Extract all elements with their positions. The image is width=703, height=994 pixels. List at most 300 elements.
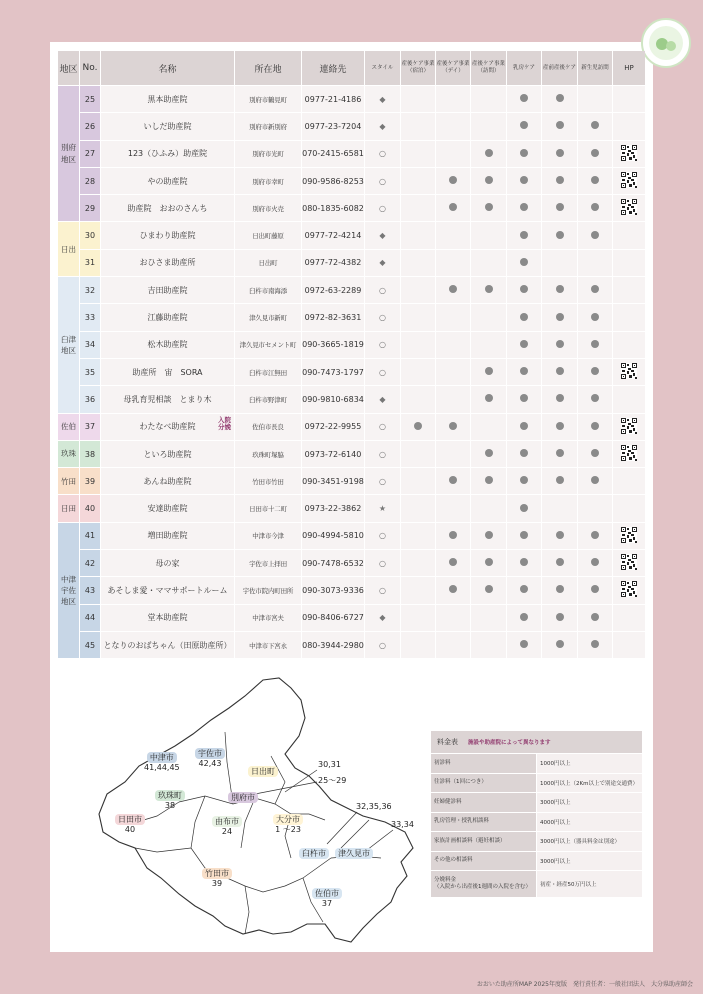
service-dot-icon (591, 422, 599, 430)
service-dot-icon (485, 203, 493, 211)
service-dot-icon (556, 640, 564, 648)
service-dot-icon (556, 613, 564, 621)
service-cell (471, 632, 506, 658)
qr-code-icon[interactable] (621, 363, 637, 379)
header-postpartum-visit: 産後ケア事業（訪問） (471, 51, 506, 85)
service-dot-icon (520, 367, 528, 375)
service-dot-icon (591, 340, 599, 348)
style-mark: ○ (365, 468, 400, 494)
service-dot-icon (556, 94, 564, 102)
service-cell (507, 195, 541, 221)
clinic-name (101, 605, 234, 631)
clinic-name (101, 550, 234, 576)
hp-cell (613, 386, 645, 412)
service-cell (542, 250, 577, 276)
service-cell (507, 632, 541, 658)
row-number: 31 (80, 250, 100, 276)
clinic-phone: 0972-22-9955 (302, 414, 364, 440)
clinic-name (101, 577, 234, 603)
service-cell (578, 632, 612, 658)
table-row (58, 304, 645, 330)
delivery-note: 入院 分娩 (218, 415, 231, 432)
header-newborn-visit: 新生児訪問 (578, 51, 612, 85)
row-number: 29 (80, 195, 100, 221)
service-dot-icon (591, 367, 599, 375)
clinic-name (101, 632, 234, 658)
fee-row (431, 832, 642, 851)
clinic-name (101, 141, 234, 167)
clinic-phone: 090-7473-1797 (302, 359, 364, 385)
service-cell (471, 304, 506, 330)
region-cell: 日田 (58, 495, 79, 521)
service-cell (578, 386, 612, 412)
clinic-name (101, 495, 234, 521)
header-breast-care: 乳房ケア (507, 51, 541, 85)
clinic-phone: 090-8406-6727 (302, 605, 364, 631)
fee-item: 妊婦健診料 (431, 793, 536, 812)
row-number: 26 (80, 113, 100, 139)
service-cell (471, 222, 506, 248)
service-dot-icon (520, 149, 528, 157)
service-dot-icon (556, 558, 564, 566)
service-cell (578, 222, 612, 248)
hp-cell (613, 495, 645, 521)
service-dot-icon (591, 313, 599, 321)
table-row (58, 277, 645, 303)
row-number: 44 (80, 605, 100, 631)
header-postpartum-stay: 産後ケア事業（宿泊） (401, 51, 435, 85)
row-number: 39 (80, 468, 100, 494)
clinic-name-text: おひさま助産所 (139, 258, 196, 268)
service-dot-icon (591, 558, 599, 566)
table-row (58, 468, 645, 494)
fee-item: 乳房管理・授乳相談料 (431, 813, 536, 832)
clinic-address: 別府市光町 (235, 141, 301, 167)
clinic-name-text: 吉田助産院 (147, 285, 188, 295)
clinic-name (101, 441, 234, 467)
fee-row (431, 774, 642, 793)
service-cell (436, 195, 470, 221)
service-cell (401, 86, 435, 112)
qr-code-icon[interactable] (621, 145, 637, 161)
fee-item: 家族計画相談料（避妊相談） (431, 832, 536, 851)
service-dot-icon (520, 313, 528, 321)
service-cell (401, 332, 435, 358)
clinic-name-text: 母の家 (155, 558, 180, 568)
service-dot-icon (591, 449, 599, 457)
table-row (58, 632, 645, 658)
clinic-phone: 090-9586-8253 (302, 168, 364, 194)
qr-code-icon[interactable] (621, 527, 637, 543)
service-cell (436, 222, 470, 248)
hp-cell (613, 277, 645, 303)
service-cell (401, 441, 435, 467)
service-cell (542, 632, 577, 658)
clinic-phone: 090-3073-9336 (302, 577, 364, 603)
service-cell (401, 577, 435, 603)
service-cell (542, 277, 577, 303)
service-cell (542, 414, 577, 440)
service-dot-icon (485, 531, 493, 539)
service-cell (471, 414, 506, 440)
clinic-address: 臼杵市野津町 (235, 386, 301, 412)
clinic-name-text: 黒本助産院 (147, 94, 188, 104)
clinic-phone: 090-3451-9198 (302, 468, 364, 494)
clinic-name-text: 助産所 宙 SORA (132, 367, 203, 377)
clinic-name-text: いしだ助産院 (143, 121, 192, 131)
clinic-phone: 0973-72-6140 (302, 441, 364, 467)
service-cell (507, 86, 541, 112)
clinic-address: 別府市新別府 (235, 113, 301, 139)
style-mark: ○ (365, 304, 400, 330)
service-cell (542, 441, 577, 467)
region-cell: 竹田 (58, 468, 79, 494)
style-mark: ◆ (365, 86, 400, 112)
clinic-name-text: 123（ひふみ）助産院 (127, 149, 208, 159)
service-dot-icon (520, 258, 528, 266)
hp-cell (613, 304, 645, 330)
service-cell (436, 304, 470, 330)
map-num-beppu: 25〜29 (318, 776, 347, 785)
hp-cell (613, 222, 645, 248)
service-dot-icon (520, 504, 528, 512)
service-dot-icon (520, 394, 528, 402)
clinic-address: 日出町 (235, 250, 301, 276)
service-dot-icon (556, 340, 564, 348)
clinic-name-text: 母乳育児相談 とまり木 (123, 394, 212, 404)
service-cell (401, 632, 435, 658)
service-dot-icon (485, 176, 493, 184)
service-cell (471, 605, 506, 631)
clinic-phone: 090-4994-5810 (302, 523, 364, 549)
region-cell: 玖珠 (58, 441, 79, 467)
hp-cell (613, 359, 645, 385)
service-cell (401, 414, 435, 440)
service-cell (436, 441, 470, 467)
map-label-usa: 宇佐市 42,43 (195, 748, 225, 768)
service-dot-icon (449, 422, 457, 430)
service-dot-icon (556, 313, 564, 321)
clinic-phone: 0973-22-3862 (302, 495, 364, 521)
service-dot-icon (485, 149, 493, 157)
service-dot-icon (556, 367, 564, 375)
clinic-name (101, 414, 234, 440)
service-dot-icon (556, 585, 564, 593)
service-dot-icon (520, 585, 528, 593)
clinic-address: 宇佐市上拝田 (235, 550, 301, 576)
clinic-name (101, 332, 234, 358)
midwife-table (57, 50, 646, 659)
service-dot-icon (591, 476, 599, 484)
service-dot-icon (520, 531, 528, 539)
service-cell (507, 277, 541, 303)
clinic-name-text: となりのおばちゃん（田原助産所） (103, 640, 232, 650)
region-cell: 中津 宇佐 地区 (58, 523, 79, 658)
service-cell (542, 332, 577, 358)
service-dot-icon (520, 176, 528, 184)
style-mark: ○ (365, 141, 400, 167)
service-dot-icon (485, 558, 493, 566)
clinic-name (101, 250, 234, 276)
service-cell (507, 468, 541, 494)
fee-value: 1000円以上 (537, 754, 642, 773)
service-dot-icon (556, 531, 564, 539)
service-cell (507, 441, 541, 467)
service-cell (507, 168, 541, 194)
service-cell (542, 168, 577, 194)
clinic-name-text: あんね助産院 (143, 476, 192, 486)
service-cell (542, 495, 577, 521)
clinic-name (101, 359, 234, 385)
service-dot-icon (520, 640, 528, 648)
style-mark: ○ (365, 195, 400, 221)
service-cell (507, 523, 541, 549)
service-cell (578, 168, 612, 194)
service-cell (401, 277, 435, 303)
service-dot-icon (449, 203, 457, 211)
fee-item: 初診料 (431, 754, 536, 773)
service-dot-icon (520, 613, 528, 621)
clinic-address: 別府市鶴見町 (235, 86, 301, 112)
clinic-address: 佐伯市長良 (235, 414, 301, 440)
service-cell (578, 523, 612, 549)
fee-row (431, 793, 642, 812)
hp-cell (613, 332, 645, 358)
hp-cell (613, 632, 645, 658)
service-cell (471, 168, 506, 194)
hp-cell (613, 250, 645, 276)
service-cell (507, 359, 541, 385)
service-cell (542, 304, 577, 330)
hp-cell (613, 577, 645, 603)
table-row (58, 523, 645, 549)
service-dot-icon (556, 285, 564, 293)
clinic-name (101, 468, 234, 494)
row-number: 34 (80, 332, 100, 358)
service-cell (578, 113, 612, 139)
service-dot-icon (556, 203, 564, 211)
service-cell (401, 304, 435, 330)
clinic-phone: 0972-82-3631 (302, 304, 364, 330)
clinic-phone: 080-1835-6082 (302, 195, 364, 221)
header-contact: 連絡先 (302, 51, 364, 85)
service-cell (436, 414, 470, 440)
row-number: 25 (80, 86, 100, 112)
map-label-tsukumi: 津久見市 (335, 848, 373, 859)
service-cell (436, 605, 470, 631)
service-cell (436, 632, 470, 658)
clinic-address: 宇佐市院内町田所 (235, 577, 301, 603)
row-number: 33 (80, 304, 100, 330)
hp-cell (613, 468, 645, 494)
row-number: 28 (80, 168, 100, 194)
service-cell (436, 468, 470, 494)
table-row (58, 386, 645, 412)
service-cell (507, 386, 541, 412)
service-cell (471, 523, 506, 549)
style-mark: ○ (365, 277, 400, 303)
service-cell (401, 113, 435, 139)
service-dot-icon (556, 231, 564, 239)
service-cell (542, 550, 577, 576)
clinic-name-text: やの助産院 (147, 176, 188, 186)
clinic-name-text: 松木助産院 (147, 340, 188, 350)
service-cell (578, 141, 612, 167)
service-cell (436, 277, 470, 303)
service-dot-icon (591, 149, 599, 157)
service-cell (471, 141, 506, 167)
service-dot-icon (449, 476, 457, 484)
fee-item: 往診料（1回につき） (431, 774, 536, 793)
clinic-name (101, 523, 234, 549)
service-cell (507, 304, 541, 330)
service-dot-icon (520, 121, 528, 129)
header-postpartum-day: 産後ケア事業（デイ） (436, 51, 470, 85)
row-number: 27 (80, 141, 100, 167)
service-cell (542, 468, 577, 494)
clinic-name-text: 安達助産院 (147, 504, 188, 514)
clinic-phone: 090-7478-6532 (302, 550, 364, 576)
service-dot-icon (485, 476, 493, 484)
fee-value: 3000円以上 (537, 852, 642, 871)
fee-value: 4000円以上 (537, 813, 642, 832)
service-cell (542, 113, 577, 139)
clinic-phone: 0977-72-4214 (302, 222, 364, 248)
table-row (58, 332, 645, 358)
fee-item: 分娩料金 （入院から出産後1週間の入院を含む） (431, 871, 536, 897)
table-row (58, 250, 645, 276)
clinic-phone: 070-2415-6581 (302, 141, 364, 167)
service-cell (542, 86, 577, 112)
row-number: 38 (80, 441, 100, 467)
row-number: 32 (80, 277, 100, 303)
qr-code-icon[interactable] (621, 199, 637, 215)
clinic-name (101, 168, 234, 194)
clinic-name-text: ひまわり助産院 (139, 231, 196, 241)
service-cell (471, 359, 506, 385)
service-dot-icon (449, 285, 457, 293)
service-cell (471, 195, 506, 221)
clinic-name (101, 277, 234, 303)
clinic-name-text: 江藤助産院 (147, 313, 188, 323)
service-dot-icon (449, 176, 457, 184)
fee-title: 料金表 (437, 738, 458, 746)
service-dot-icon (556, 394, 564, 402)
service-dot-icon (556, 149, 564, 157)
service-cell (507, 141, 541, 167)
service-cell (542, 605, 577, 631)
service-dot-icon (520, 558, 528, 566)
header-no: No. (80, 51, 100, 85)
service-dot-icon (556, 121, 564, 129)
row-number: 43 (80, 577, 100, 603)
service-cell (507, 577, 541, 603)
service-dot-icon (449, 558, 457, 566)
service-dot-icon (449, 531, 457, 539)
clinic-phone: 090-3665-1819 (302, 332, 364, 358)
table-row (58, 86, 645, 112)
header-name: 名称 (101, 51, 234, 85)
service-cell (578, 550, 612, 576)
style-mark: ○ (365, 550, 400, 576)
row-number: 35 (80, 359, 100, 385)
hp-cell (613, 113, 645, 139)
service-cell (436, 523, 470, 549)
style-mark: ○ (365, 359, 400, 385)
service-cell (436, 332, 470, 358)
style-mark: ◆ (365, 250, 400, 276)
clinic-address: 竹田市竹田 (235, 468, 301, 494)
service-cell (578, 577, 612, 603)
map-label-hita: 日田市 40 (115, 814, 145, 834)
qr-code-icon[interactable] (621, 445, 637, 461)
row-number: 42 (80, 550, 100, 576)
service-cell (578, 250, 612, 276)
service-cell (542, 359, 577, 385)
service-cell (578, 495, 612, 521)
service-cell (436, 577, 470, 603)
footer-credit: おおいた助産所MAP 2025年度版 発行責任者：一般社団法人 大分県助産師会 (476, 981, 693, 988)
style-mark: ○ (365, 414, 400, 440)
clinic-phone: 090-9810-6834 (302, 386, 364, 412)
style-mark: ○ (365, 441, 400, 467)
service-cell (578, 414, 612, 440)
header-hp: HP (613, 51, 645, 85)
region-cell: 佐伯 (58, 414, 79, 440)
service-cell (401, 222, 435, 248)
service-cell (471, 277, 506, 303)
style-mark: ○ (365, 332, 400, 358)
clinic-address: 玖珠町塚脇 (235, 441, 301, 467)
hp-cell (613, 441, 645, 467)
fee-table-header (431, 731, 642, 753)
qr-code-icon[interactable] (621, 418, 637, 434)
service-cell (471, 86, 506, 112)
qr-code-icon[interactable] (621, 554, 637, 570)
service-cell (578, 605, 612, 631)
clinic-name-text: といろ助産院 (143, 449, 192, 459)
table-row (58, 441, 645, 467)
hp-cell (613, 141, 645, 167)
qr-code-icon[interactable] (621, 581, 637, 597)
clinic-phone: 080-3944-2980 (302, 632, 364, 658)
header-region: 地区 (58, 51, 79, 85)
qr-code-icon[interactable] (621, 172, 637, 188)
service-dot-icon (485, 585, 493, 593)
map-label-taketa: 竹田市 39 (202, 868, 232, 888)
fee-row (431, 871, 642, 897)
header-style: スタイル (365, 51, 400, 85)
service-dot-icon (591, 640, 599, 648)
map-label-kusu: 玖珠町 38 (155, 790, 185, 810)
service-cell (436, 86, 470, 112)
clinic-address: 中津市今津 (235, 523, 301, 549)
service-cell (471, 577, 506, 603)
service-cell (471, 332, 506, 358)
fee-value: 1000円以上（2Km以上で別途交通費） (537, 774, 642, 793)
fee-row (431, 852, 642, 871)
map-label-saiki: 佐伯市 37 (312, 888, 342, 908)
service-cell (578, 304, 612, 330)
service-cell (578, 468, 612, 494)
service-dot-icon (414, 422, 422, 430)
region-cell: 日出 (58, 222, 79, 276)
service-cell (578, 359, 612, 385)
fee-row (431, 813, 642, 832)
clinic-name (101, 113, 234, 139)
service-dot-icon (591, 203, 599, 211)
service-cell (401, 495, 435, 521)
